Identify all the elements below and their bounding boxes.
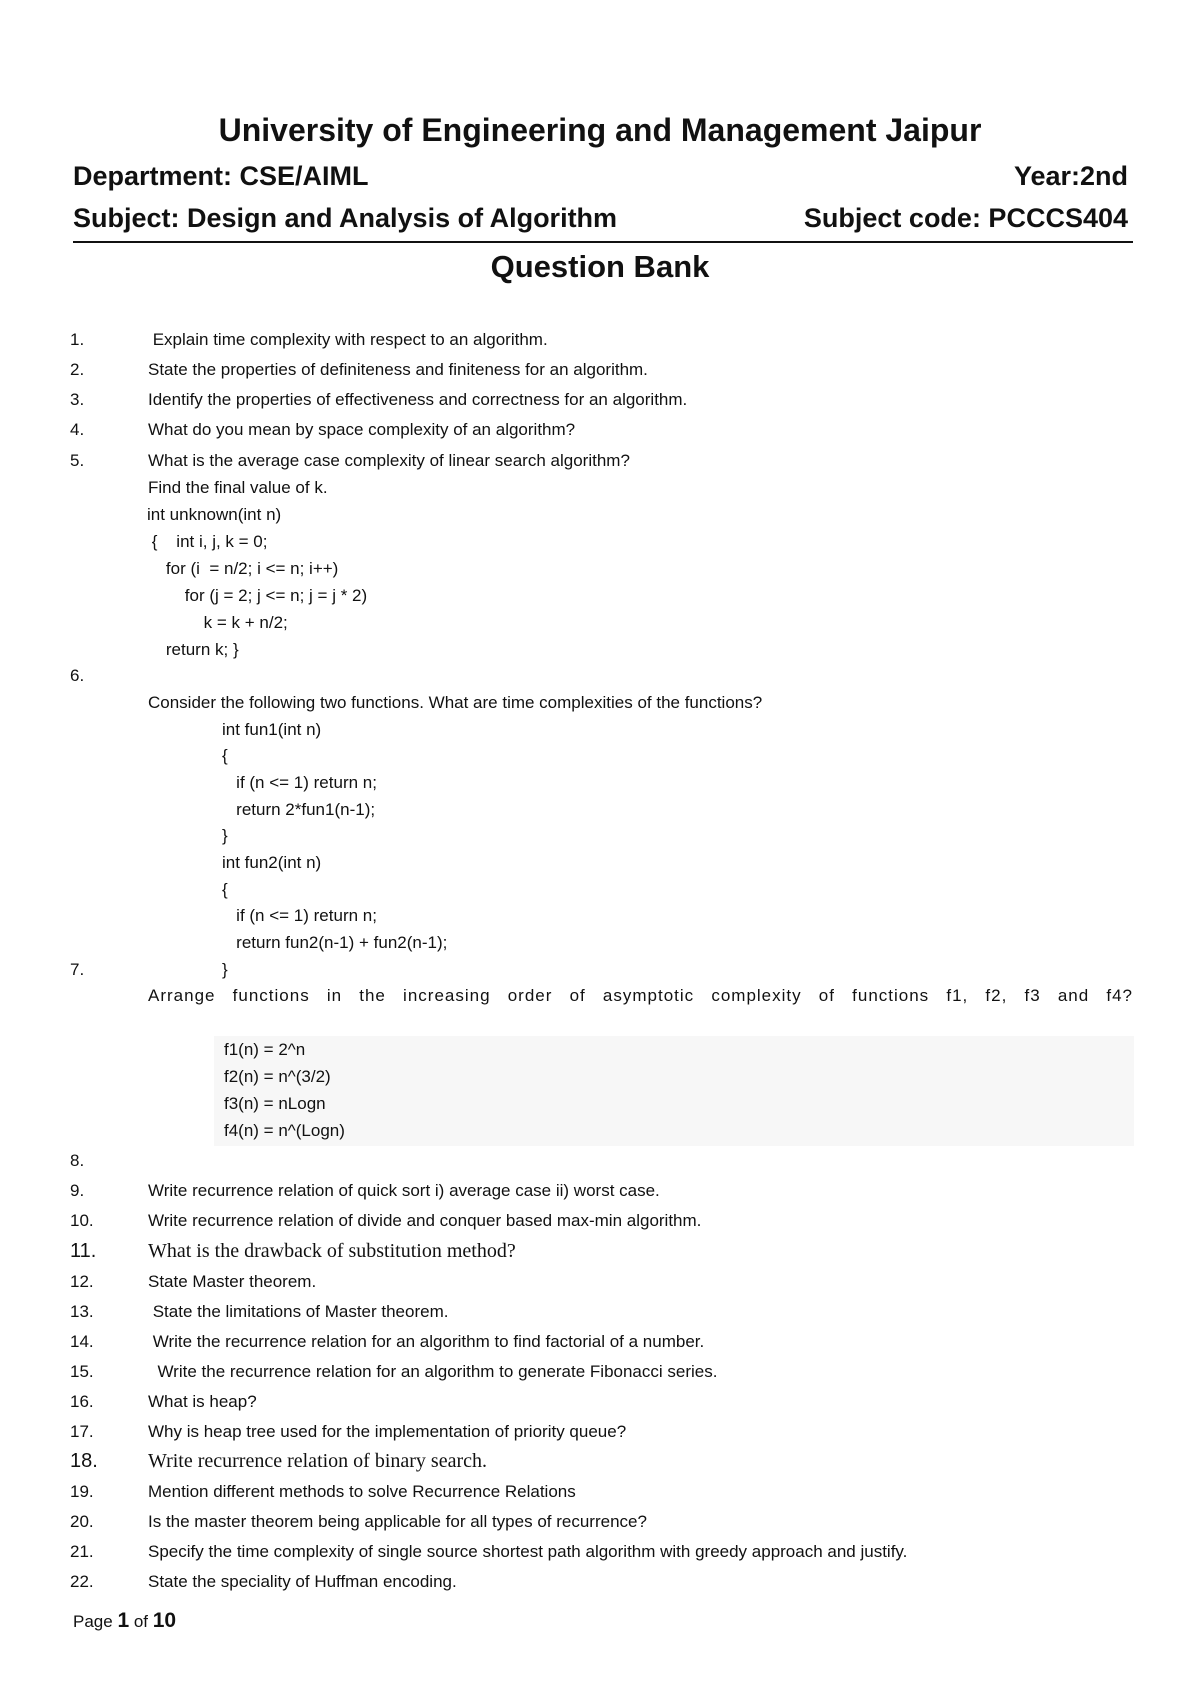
question-text: Write recurrence relation of binary search.: [148, 1450, 488, 1472]
question-text: Mention different methods to solve Recurrence Relations: [148, 1482, 576, 1501]
code-line: { int i, j, k = 0;: [147, 532, 268, 551]
code-line: f2(n) = n^(3/2): [224, 1067, 331, 1086]
question-number: 11.: [70, 1240, 97, 1262]
question-text: Write recurrence relation of divide and conquer based max-min algorithm.: [148, 1211, 702, 1230]
code-line: k = k + n/2;: [147, 613, 288, 632]
page-number: 1: [117, 1609, 130, 1632]
code-line: if (n <= 1) return n;: [222, 773, 377, 792]
question-text: Write recurrence relation of quick sort i) average case ii) worst case.: [148, 1181, 660, 1200]
question-number: 13.: [70, 1302, 94, 1321]
question-number: 4.: [70, 420, 85, 439]
question-text: Is the master theorem being applicable for all types of recurrence?: [148, 1512, 647, 1531]
page-total: 10: [152, 1609, 177, 1632]
code-line: return k; }: [147, 640, 239, 659]
code-line: for (i = n/2; i <= n; i++): [147, 559, 339, 578]
question-text: State the properties of definiteness and finiteness for an algorithm.: [148, 360, 648, 379]
code-line: }: [222, 960, 228, 979]
page-label: Page: [73, 1612, 118, 1631]
question-number: 8.: [70, 1151, 85, 1170]
subject-code: Subject code: PCCCS404: [803, 203, 1128, 233]
code-line: if (n <= 1) return n;: [222, 906, 377, 925]
question-number: 22.: [70, 1572, 94, 1591]
page-of: of: [129, 1612, 153, 1631]
question-text: Consider the following two functions. What are time complexities of the functions?: [148, 693, 763, 712]
code-line: }: [222, 826, 228, 845]
university-name: University of Engineering and Management Jaipur: [218, 112, 982, 148]
code-line: int unknown(int n): [147, 505, 282, 524]
question-number: 15.: [70, 1362, 94, 1381]
question-number: 9.: [70, 1181, 85, 1200]
question-text: Write the recurrence relation for an algorithm to generate Fibonacci series.: [148, 1362, 718, 1381]
question-number: 19.: [70, 1482, 94, 1501]
subject-row: [73, 203, 1128, 234]
question-number: 2.: [70, 360, 85, 379]
question-number: 1.: [70, 330, 85, 349]
page-title: Question Bank: [490, 249, 710, 284]
question-text: Find the final value of k.: [148, 478, 328, 497]
page-footer: [73, 1609, 176, 1633]
code-line: {: [222, 880, 228, 899]
question-number: 3.: [70, 390, 85, 409]
subject: Subject: Design and Analysis of Algorithm: [73, 203, 618, 233]
year: Year:2nd: [1013, 161, 1128, 191]
code-line: f4(n) = n^(Logn): [224, 1121, 345, 1140]
question-text: State Master theorem.: [148, 1272, 317, 1291]
question-text: Write the recurrence relation for an algorithm to find factorial of a number.: [148, 1332, 705, 1351]
question-text: What do you mean by space complexity of an algorithm?: [148, 420, 576, 439]
question-text: Specify the time complexity of single source shortest path algorithm with greedy approach and justify.: [148, 1542, 908, 1561]
question-text: What is heap?: [148, 1392, 257, 1411]
code-line: int fun2(int n): [222, 853, 322, 872]
question-text: What is the average case complexity of linear search algorithm?: [148, 451, 630, 470]
question-text: Explain time complexity with respect to an algorithm.: [148, 330, 548, 349]
question-number: 6.: [70, 666, 85, 685]
question-number: 20.: [70, 1512, 94, 1531]
code-block: [214, 1036, 1134, 1146]
question-text: Arrange functions in the increasing order of asymptotic complexity of functions f1, f2, f3 and f4?: [148, 986, 1133, 1005]
question-text: Identify the properties of effectiveness and correctness for an algorithm.: [148, 390, 688, 409]
question-number: 7.: [70, 960, 85, 979]
department-row: [73, 161, 1128, 192]
question-text: What is the drawback of substitution method?: [148, 1240, 516, 1262]
question-text: State the limitations of Master theorem.: [148, 1302, 449, 1321]
code-line: for (j = 2; j <= n; j = j * 2): [147, 586, 368, 605]
department: Department: CSE/AIML: [73, 161, 369, 191]
question-number: 16.: [70, 1392, 94, 1411]
question-number: 14.: [70, 1332, 94, 1351]
question-number: 17.: [70, 1422, 94, 1441]
question-number: 18.: [70, 1450, 98, 1472]
code-line: {: [222, 746, 228, 765]
code-line: return 2*fun1(n-1);: [222, 800, 376, 819]
question-number: 21.: [70, 1542, 94, 1561]
code-line: f1(n) = 2^n: [224, 1040, 306, 1059]
header-divider: [73, 241, 1133, 243]
question-number: 10.: [70, 1211, 94, 1230]
question-number: 5.: [70, 451, 85, 470]
question-text: Why is heap tree used for the implementation of priority queue?: [148, 1422, 627, 1441]
code-line: return fun2(n-1) + fun2(n-1);: [222, 933, 448, 952]
question-number: 12.: [70, 1272, 94, 1291]
question-text: State the speciality of Huffman encoding.: [148, 1572, 457, 1591]
code-line: int fun1(int n): [222, 720, 322, 739]
code-line: f3(n) = nLogn: [224, 1094, 326, 1113]
